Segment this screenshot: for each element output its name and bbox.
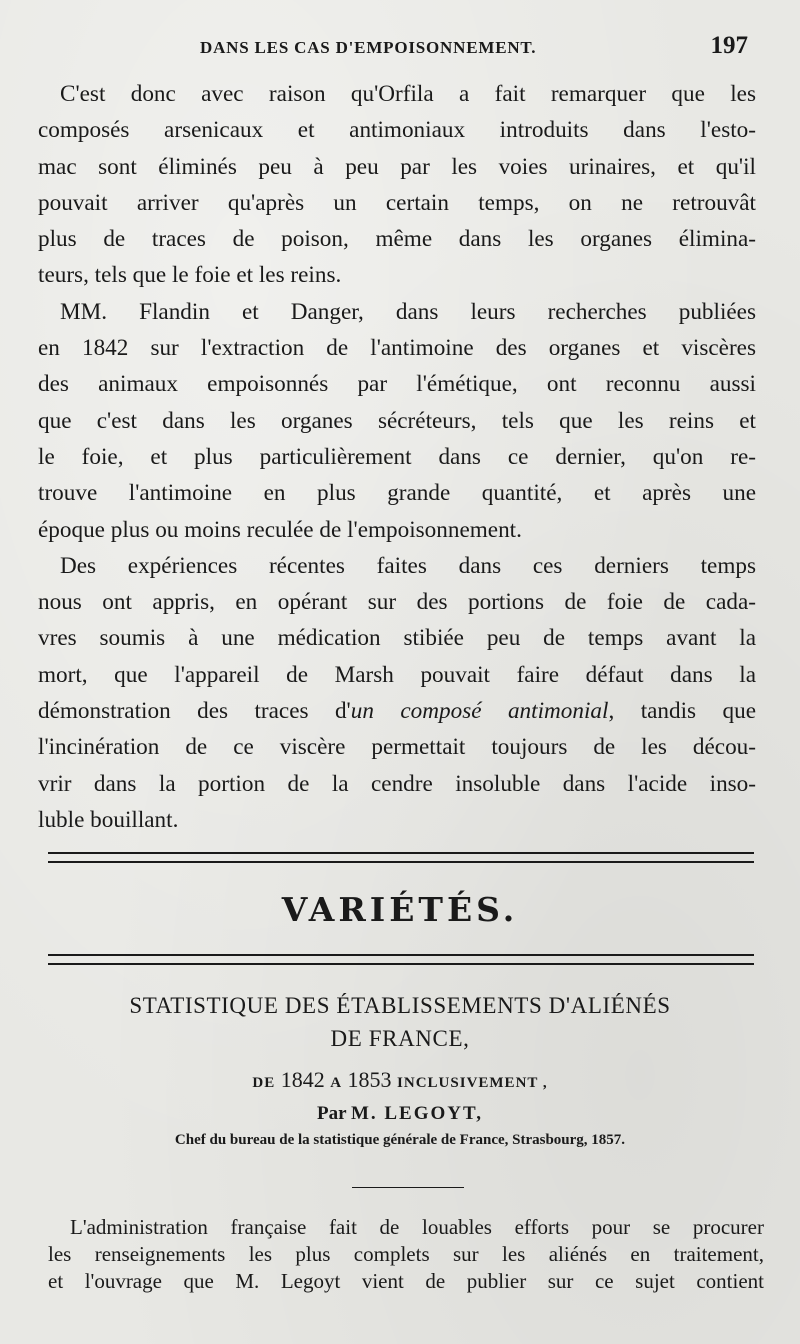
paragraph-orfila [38,76,756,294]
text-line: trouve l'antimoine en plus grande quantité, et après une [38,480,756,507]
text-line: et l'ouvrage que M. Legoyt vient de publier sur ce sujet contient [48,1269,764,1293]
article-title-line2: DE FRANCE, [330,1026,470,1051]
years-suffix: INCLUSIVEMENT , [397,1075,548,1091]
text-line: l'incinération de ce viscère permettait toujours de les décou- [38,734,756,761]
text-line: MM. Flandin et Danger, dans leurs recherches publiées [60,298,756,325]
text-line: luble bouillant. [38,806,179,833]
text-run: démonstration des traces d' [38,698,351,725]
section-heading: VARIÉTÉS. [281,890,519,929]
year-to: 1853 [347,1067,392,1092]
running-head [0,30,800,70]
article-author [0,1103,800,1125]
page-number: 197 [710,32,748,59]
text-line: mort, que l'appareil de Marsh pouvait faire défaut dans la [38,661,756,688]
article-years [0,1067,800,1093]
article-opening-paragraph [48,1214,764,1295]
author-prefix: Par [316,1103,347,1124]
text-line: en 1842 sur l'extraction de l'antimoine des organes et viscères [38,335,756,362]
paragraph-flandin-danger [38,294,756,548]
article-title-line1: STATISTIQUE DES ÉTABLISSEMENTS D'ALIÉNÉS [129,993,671,1018]
text-line: mac sont éliminés peu à peu par les voies urinaires, et qu'il [38,153,756,180]
text-line: teurs, tels que le foie et les reins. [38,262,342,289]
text-line [38,693,756,729]
text-line: plus de traces de poison, même dans les organes élimina- [38,226,756,253]
text-line: composés arsenicaux et antimoniaux introduits dans l'esto- [38,117,756,144]
text-line: les renseignements les plus complets sur les aliénés en traitement, [48,1242,764,1266]
text-line: des animaux empoisonnés par l'émétique, ont reconnu aussi [38,371,756,398]
paragraph-experiences [38,548,756,838]
text-line: époque plus ou moins reculée de l'empoisonnement. [38,516,522,543]
text-line: le foie, et plus particulièrement dans ce dernier, qu'on re- [38,443,756,470]
text-line: L'administration française fait de louables efforts pour se procurer [70,1215,764,1239]
year-from: 1842 [280,1067,325,1092]
years-prefix: DE [252,1075,276,1091]
text-line: que c'est dans les organes sécréteurs, tels que les reins et [38,407,756,434]
body-text [38,76,756,838]
italic-phrase: un composé antimonial [350,698,609,725]
article-source: Chef du bureau de la statistique générale de France, Strasbourg, 1857. [174,1132,626,1148]
section-divider-top [48,852,754,863]
text-run: , tandis que [608,698,757,725]
author-name: M. LEGOYT, [350,1103,484,1124]
text-line: Des expériences récentes faites dans ces derniers temps [60,552,756,579]
running-title: DANS LES CAS D'EMPOISONNEMENT. [200,38,537,57]
section-divider-bottom [48,954,754,965]
text-line: pouvait arriver qu'après un certain temps, on ne retrouvât [38,189,756,216]
text-line: nous ont appris, en opérant sur des portions de foie de cada- [38,589,756,616]
text-line: C'est donc avec raison qu'Orfila a fait remarquer que les [60,81,756,107]
text-line: vres soumis à une médication stibiée peu de temps avant la [38,625,756,652]
text-line: vrir dans la portion de la cendre insoluble dans l'acide inso- [38,770,756,797]
years-mid: A [330,1075,343,1091]
short-divider [352,1187,464,1188]
